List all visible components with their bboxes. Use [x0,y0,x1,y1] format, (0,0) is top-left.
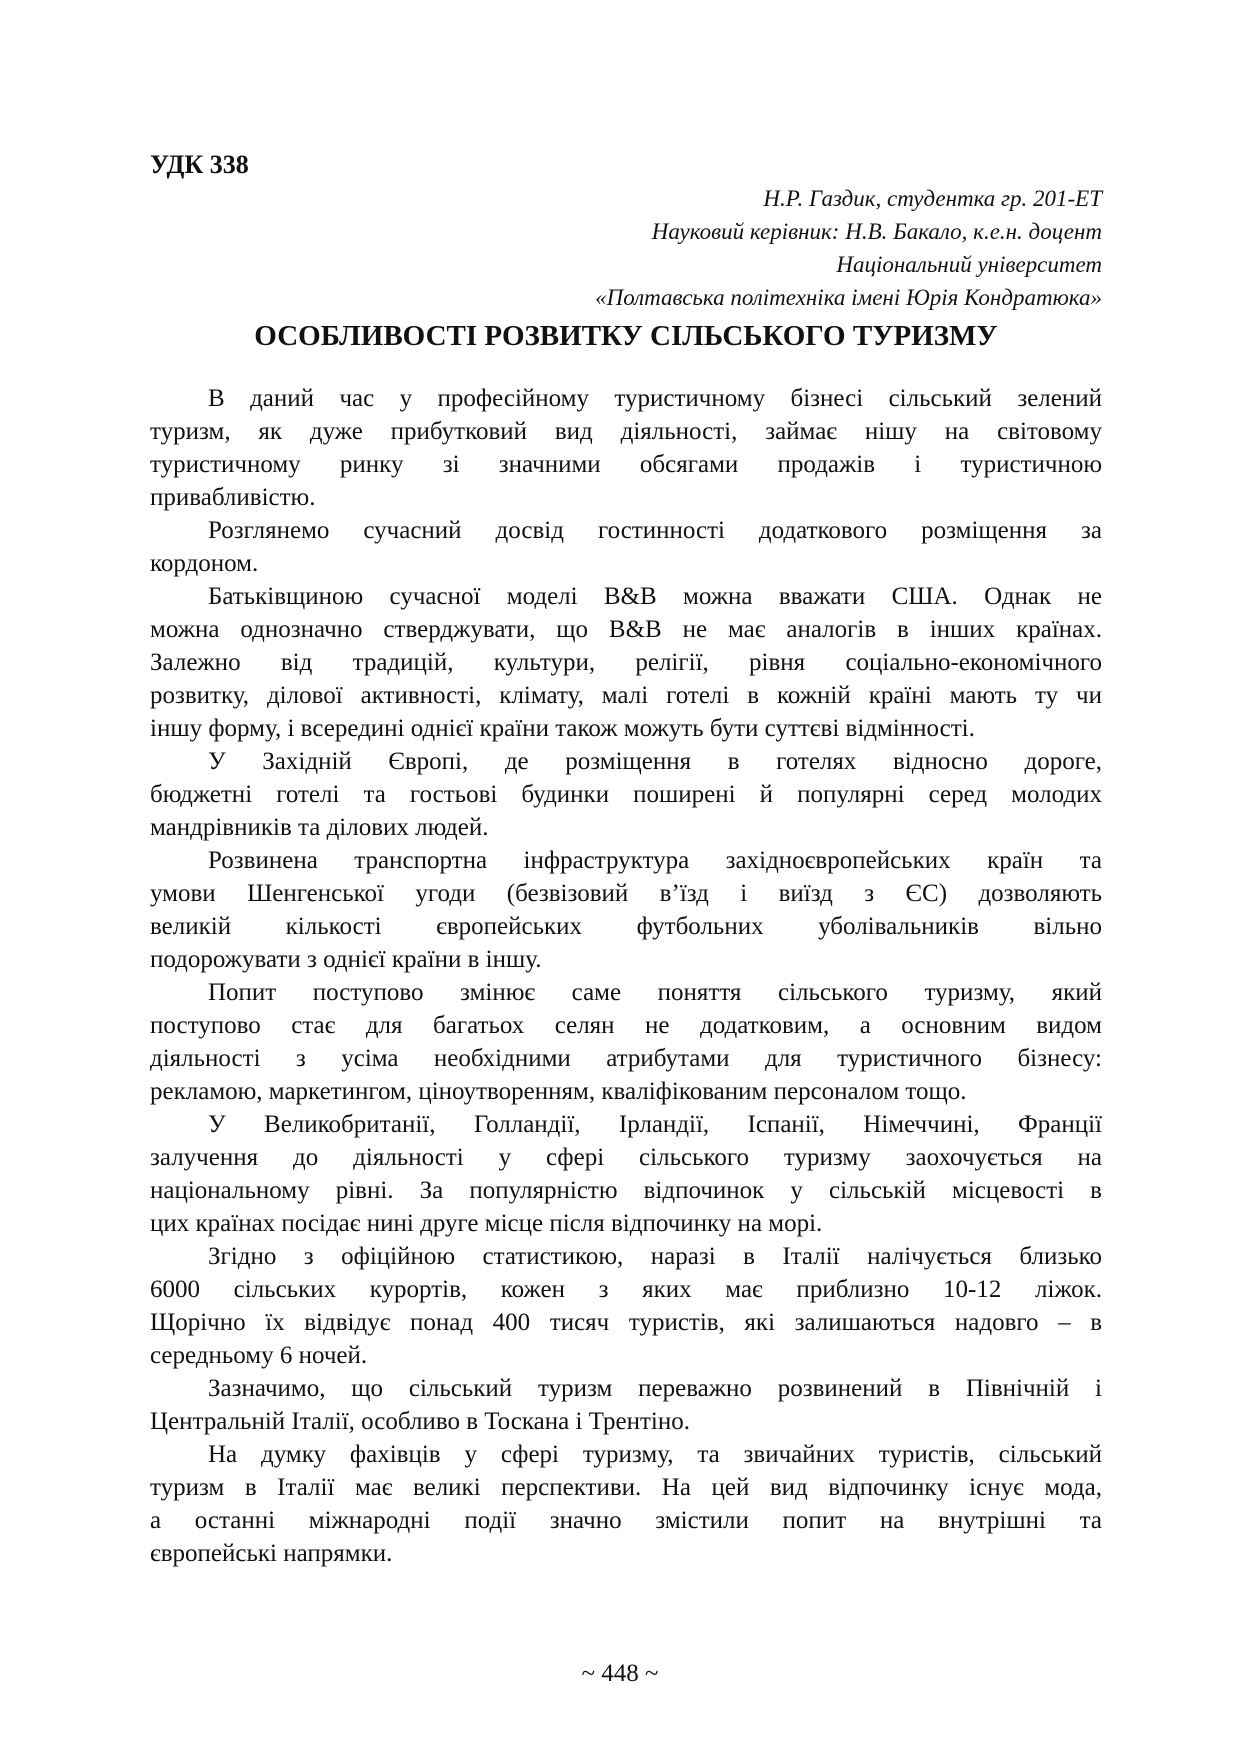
text-line: Зазначимо, що сільський туризм переважно розвинений в Північній і [208,1375,1102,1402]
article-body [150,382,1102,1570]
paragraph [150,745,1102,844]
text-line: діяльності з усіма необхідними атрибутами для туристичного бізнесу: [150,1045,1102,1072]
paragraph [150,1372,1102,1438]
text-line: туризм, як дуже прибутковий вид діяльності, займає нішу на світовому [150,418,1102,445]
university-line: Національний університет [836,252,1102,277]
author-block [595,182,1102,314]
text-line: туризм в Італії має великі перспективи. На цей вид відпочинку існує мода, [150,1474,1102,1501]
text-line: привабливістю. [150,484,316,511]
text-line: Батьківщиною сучасної моделі B&B можна вважати США. Однак не [208,583,1102,610]
text-line: подорожувати з однієї країни в іншу. [150,946,542,973]
text-line: Згідно з офіційною статистикою, наразі в Італії налічується близько [208,1243,1102,1270]
udk-code: УДК 338 [150,150,249,179]
author-line: Н.Р. Газдик, студентка гр. 201-ЕТ [763,186,1102,211]
text-line: поступово стає для багатьох селян не додатковим, а основним видом [150,1012,1102,1039]
text-line: бюджетні готелі та гостьові будинки поширені й популярні серед молодих [150,781,1102,808]
text-line: Розвинена транспортна інфраструктура західноєвропейських країн та [208,847,1102,874]
paragraph [150,1240,1102,1372]
text-line: європейські напрямки. [150,1540,393,1567]
text-line: великій кількості європейських футбольних уболівальників вільно [150,913,1102,940]
paragraph [150,1438,1102,1570]
text-line: Попит поступово змінює саме поняття сільського туризму, який [208,979,1102,1006]
text-line: умови Шенгенської угоди (безвізовий в’їзд і виїзд з ЄС) дозволяють [150,880,1102,907]
text-line: Розглянемо сучасний досвід гостинності додаткового розміщення за [208,517,1102,544]
text-line: національному рівні. За популярністю відпочинок у сільській місцевості в [150,1177,1102,1204]
text-line: рекламою, маркетингом, ціноутворенням, кваліфікованим персоналом тощо. [150,1078,967,1105]
text-line: У Великобританії, Голландії, Ірландії, Іспанії, Німеччині, Франції [208,1111,1102,1138]
text-line: 6000 сільських курортів, кожен з яких має приблизно 10-12 ліжок. [150,1276,1102,1303]
supervisor-line: Науковий керівник: Н.В. Бакало, к.е.н. доцент [651,219,1102,244]
paragraph [150,844,1102,976]
text-line: Залежно від традицій, культури, релігії, рівня соціально-економічного [150,649,1102,676]
text-line: а останні міжнародні події значно змістили попит на внутрішні та [150,1507,1102,1534]
text-line: цих країнах посідає нині друге місце після відпочинку на морі. [150,1210,823,1237]
text-line: розвитку, ділової активності, клімату, малі готелі в кожній країні мають ту чи [150,682,1102,709]
paragraph [150,514,1102,580]
text-line: туристичному ринку зі значними обсягами продажів і туристичною [150,451,1102,478]
university-name-line: «Полтавська політехніка імені Юрія Кондратюка» [595,285,1102,310]
text-line: середньому 6 ночей. [150,1342,368,1369]
page-number: ~ 448 ~ [581,1660,659,1687]
text-line: можна однозначно стверджувати, що B&B не має аналогів в інших країнах. [150,616,1102,643]
text-line: Центральній Італії, особливо в Тоскана і Трентіно. [150,1408,690,1435]
paragraph [150,580,1102,745]
text-line: мандрівників та ділових людей. [150,814,489,841]
text-line: На думку фахівців у сфері туризму, та звичайних туристів, сільський [208,1441,1102,1468]
paragraph [150,1108,1102,1240]
text-line: У Західній Європі, де розміщення в готелях відносно дороге, [208,748,1102,775]
text-line: іншу форму, і всередині однієї країни також можуть бути суттєві відмінності. [150,715,975,742]
article-title: ОСОБЛИВОСТІ РОЗВИТКУ СІЛЬСЬКОГО ТУРИЗМУ [254,320,998,352]
paragraph [150,382,1102,514]
text-line: залучення до діяльності у сфері сільського туризму заохочується на [150,1144,1102,1171]
text-line: Щорічно їх відвідує понад 400 тисяч туристів, які залишаються надовго – в [150,1309,1102,1336]
text-line: В даний час у професійному туристичному бізнесі сільський зелений [208,385,1102,412]
text-line: кордоном. [150,550,259,577]
paragraph [150,976,1102,1108]
